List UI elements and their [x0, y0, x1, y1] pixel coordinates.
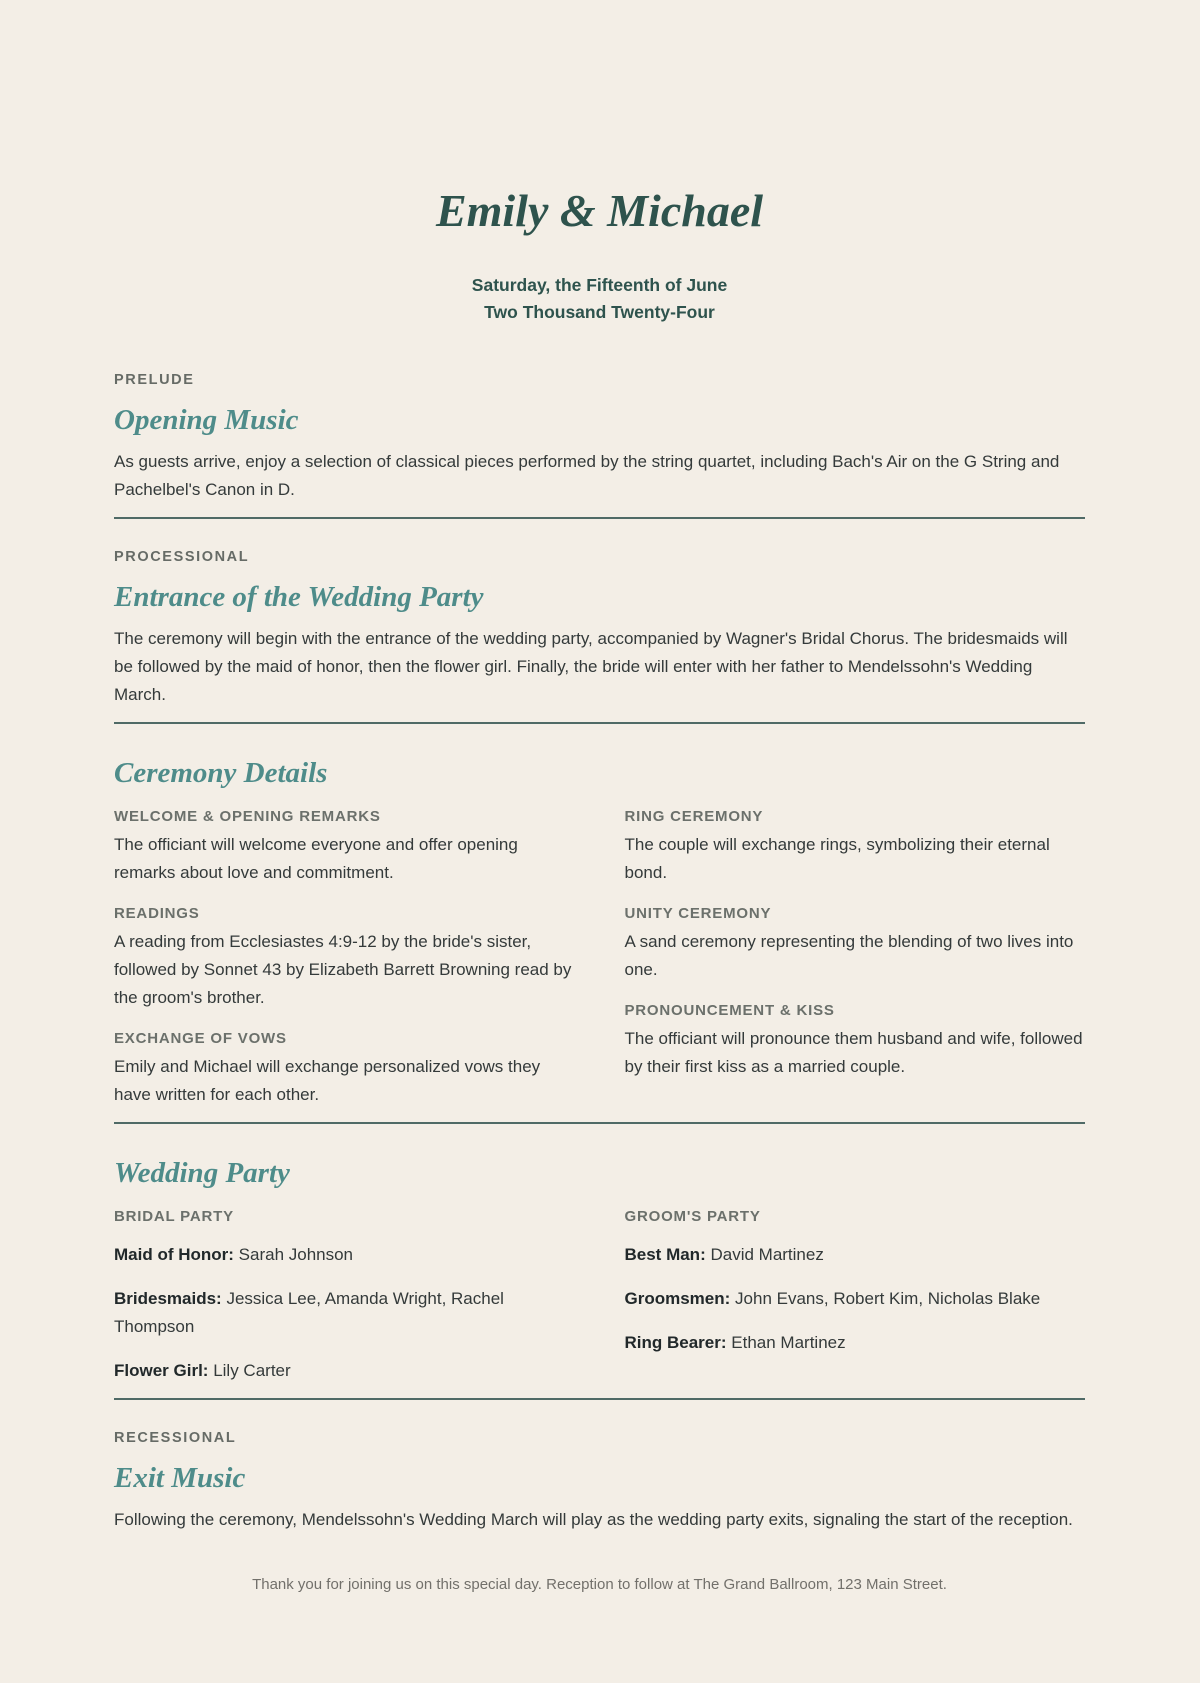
ceremony-item-body: The couple will exchange rings, symbolizing their eternal bond.: [624, 834, 1050, 882]
ceremony-item-vows: [114, 1030, 575, 1109]
couple-names-title: Emily & Michael: [435, 185, 764, 236]
processional-label: PROCESSIONAL: [114, 548, 250, 565]
recessional-heading: Exit Music: [114, 1461, 246, 1494]
role-names: John Evans, Robert Kim, Nicholas Blake: [735, 1288, 1041, 1308]
wedding-party-entry-groomsmen: [625, 1285, 1086, 1313]
ceremony-item-label: READINGS: [114, 904, 200, 922]
ceremony-item-label: RING CEREMONY: [624, 807, 764, 825]
wedding-party-entry-best-man: [625, 1241, 1086, 1269]
section-recessional: [114, 1430, 1085, 1534]
processional-heading: Entrance of the Wedding Party: [114, 580, 484, 613]
section-ceremony-details: [114, 754, 1085, 1109]
wedding-party-entry-bridesmaids: [114, 1285, 575, 1341]
ceremony-left-column: [114, 808, 575, 1109]
role-label: Best Man:: [624, 1244, 706, 1264]
wedding-party-heading: Wedding Party: [114, 1156, 290, 1189]
role-label: Maid of Honor:: [114, 1244, 234, 1264]
ceremony-item-body: A reading from Ecclesiastes 4:9-12 by the bride's sister, followed by Sonnet 43 by Elizabeth Barrett Browning read by the groom's brother.: [114, 931, 572, 1007]
recessional-label: RECESSIONAL: [114, 1429, 237, 1446]
role-label: Ring Bearer:: [624, 1332, 727, 1352]
section-prelude: [114, 372, 1085, 504]
grooms-party-column: [625, 1208, 1086, 1385]
wedding-party-columns: [114, 1208, 1085, 1385]
ceremony-details-heading: Ceremony Details: [114, 756, 328, 789]
wedding-party-entry-ring-bearer: [625, 1329, 1086, 1357]
ceremony-details-columns: [114, 808, 1085, 1109]
ceremony-item-ring: [625, 808, 1086, 887]
role-names: Lily Carter: [213, 1360, 291, 1380]
role-names: David Martinez: [710, 1244, 824, 1264]
ceremony-right-column: [625, 808, 1086, 1109]
ceremony-item-body: Emily and Michael will exchange personalized vows they have written for each other.: [114, 1056, 541, 1104]
wedding-party-entry-maid-of-honor: [114, 1241, 575, 1269]
role-label: Groomsmen:: [624, 1288, 731, 1308]
thank-you-footer: Thank you for joining us on this special day. Reception to follow at The Grand Ballroom, 123 Main Street.: [252, 1575, 947, 1593]
ceremony-item-label: PRONOUNCEMENT & KISS: [624, 1001, 835, 1019]
ceremony-item-pronouncement: [625, 1002, 1086, 1081]
section-divider: [114, 722, 1085, 724]
prelude-heading: Opening Music: [114, 403, 299, 436]
section-divider: [114, 1122, 1085, 1124]
ceremony-item-label: UNITY CEREMONY: [624, 904, 772, 922]
recessional-body: Following the ceremony, Mendelssohn's Wedding March will play as the wedding party exits, signaling the start of the reception.: [114, 1509, 1073, 1529]
role-names: Ethan Martinez: [731, 1332, 846, 1352]
ceremony-item-readings: [114, 905, 575, 1012]
role-label: Bridesmaids:: [114, 1288, 222, 1308]
event-date-line1: Saturday, the Fifteenth of June: [471, 274, 728, 295]
ceremony-item-label: EXCHANGE OF VOWS: [114, 1029, 287, 1047]
ceremony-item-body: The officiant will pronounce them husband and wife, followed by their first kiss as a married couple.: [624, 1028, 1083, 1076]
section-processional: [114, 549, 1085, 709]
bridal-party-column: [114, 1208, 575, 1385]
ceremony-item-unity: [625, 905, 1086, 984]
role-names: Jessica Lee, Amanda Wright, Rachel Thompson: [114, 1288, 504, 1336]
event-date-line2: Two Thousand Twenty-Four: [484, 301, 715, 322]
ceremony-item-welcome: [114, 808, 575, 887]
bridal-party-label: BRIDAL PARTY: [114, 1207, 234, 1225]
role-names: Sarah Johnson: [238, 1244, 354, 1264]
section-wedding-party: [114, 1154, 1085, 1385]
ceremony-item-body: The officiant will welcome everyone and offer opening remarks about love and commitment.: [114, 834, 518, 882]
prelude-body: As guests arrive, enjoy a selection of classical pieces performed by the string quartet, including Bach's Air on the G String and Pachelbel's Canon in D.: [114, 451, 1060, 499]
processional-body: The ceremony will begin with the entrance of the wedding party, accompanied by Wagner's Bridal Chorus. The bridesmaids will be followed by the maid of honor, then the flower girl. Finally, the bride will enter with her father to Mendelssohn's Wedding March.: [114, 628, 1068, 704]
event-date: [114, 272, 1085, 326]
wedding-party-entry-flower-girl: [114, 1357, 575, 1385]
prelude-label: PRELUDE: [114, 371, 195, 388]
role-label: Flower Girl:: [114, 1360, 209, 1380]
ceremony-item-label: WELCOME & OPENING REMARKS: [114, 807, 381, 825]
section-divider: [114, 1398, 1085, 1400]
section-divider: [114, 517, 1085, 519]
ceremony-item-body: A sand ceremony representing the blending of two lives into one.: [624, 931, 1074, 979]
grooms-party-label: GROOM'S PARTY: [624, 1207, 761, 1225]
